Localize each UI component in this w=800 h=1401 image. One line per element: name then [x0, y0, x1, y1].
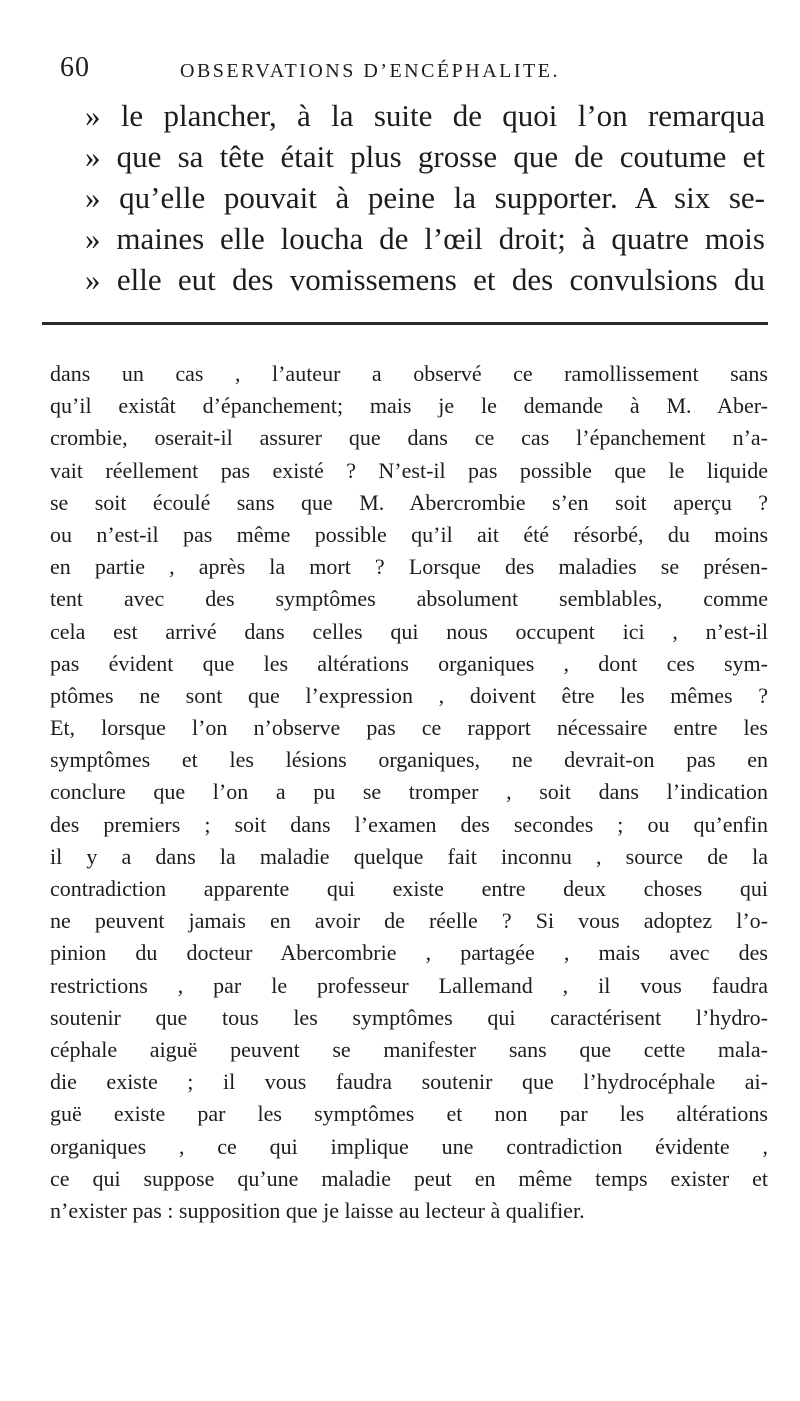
footnote-line: contradiction apparente qui existe entre deux choses qui [50, 876, 768, 901]
running-title: OBSERVATIONS D’ENCÉPHALITE. [180, 60, 560, 82]
page-header [60, 52, 760, 92]
footnote-line: die existe ; il vous faudra soutenir que l’hydrocéphale ai- [50, 1069, 768, 1095]
footnote-line: soutenir que tous les symptômes qui caractérisent l’hydro- [50, 1004, 768, 1030]
footnote-line: conclure que l’on a pu se tromper , soit dans l’indication [50, 779, 768, 805]
footnote-line: pinion du docteur Abercombrie , partagée , mais avec des [50, 940, 768, 966]
footnote-separator-rule [42, 322, 768, 325]
footnote-line: en partie , après la mort ? Lorsque des maladies se présen- [50, 554, 768, 580]
footnote-line: cela est arrivé dans celles qui nous occupent ici , n’est-il [50, 618, 768, 644]
footnote-line: n’exister pas : supposition que je laisse au lecteur à qualifier. [50, 1197, 585, 1223]
footnote-line: guë existe par les symptômes et non par les altérations [50, 1101, 768, 1127]
footnote-line: ptômes ne sont que l’expression , doivent être les mêmes ? [50, 682, 768, 708]
footnote-line: tent avec des symptômes absolument semblables, comme [50, 586, 768, 612]
footnote-line: crombie, oserait-il assurer que dans ce cas l’épanchement n’a- [50, 425, 768, 451]
main-text [85, 95, 765, 300]
footnote-line: céphale aiguë peuvent se manifester sans que cette mala- [50, 1036, 768, 1062]
footnote-line: organiques , ce qui implique une contradiction évidente , [50, 1133, 768, 1159]
text-line: » maines elle loucha de l’œil droit; à quatre mois [85, 221, 765, 256]
text-line: » que sa tête était plus grosse que de coutume et [85, 139, 765, 174]
footnote-line: ne peuvent jamais en avoir de réelle ? Si vous adoptez l’o- [50, 908, 768, 934]
text-line: » le plancher, à la suite de quoi l’on remarqua [85, 98, 765, 133]
footnote-line: dans un cas , l’auteur a observé ce ramollissement sans [50, 361, 768, 386]
footnote-line: ce qui suppose qu’une maladie peut en même temps exister et [50, 1165, 768, 1191]
footnote-line: ou n’est-il pas même possible qu’il ait été résorbé, du moins [50, 521, 768, 547]
footnote-text [50, 358, 768, 1227]
footnote-line: des premiers ; soit dans l’examen des secondes ; ou qu’enfin [50, 811, 768, 837]
footnote-line: pas évident que les altérations organiques , dont ces sym- [50, 650, 768, 676]
footnote-line: se soit écoulé sans que M. Abercrombie s’en soit aperçu ? [50, 489, 768, 515]
footnote-line: restrictions , par le professeur Lallemand , il vous faudra [50, 972, 768, 998]
text-line: » elle eut des vomissemens et des convulsions du [85, 262, 765, 297]
footnote-line: Et, lorsque l’on n’observe pas ce rapport nécessaire entre les [50, 715, 768, 741]
page-number: 60 [60, 52, 90, 83]
footnote-line: qu’il existât d’épanchement; mais je le demande à M. Aber- [50, 393, 768, 419]
footnote-line: vait réellement pas existé ? N’est-il pas possible que le liquide [50, 457, 768, 483]
footnote-line: il y a dans la maladie quelque fait inconnu , source de la [50, 843, 768, 869]
footnote-line: symptômes et les lésions organiques, ne devrait-on pas en [50, 747, 768, 773]
text-line: » qu’elle pouvait à peine la supporter. A six se- [85, 180, 765, 215]
